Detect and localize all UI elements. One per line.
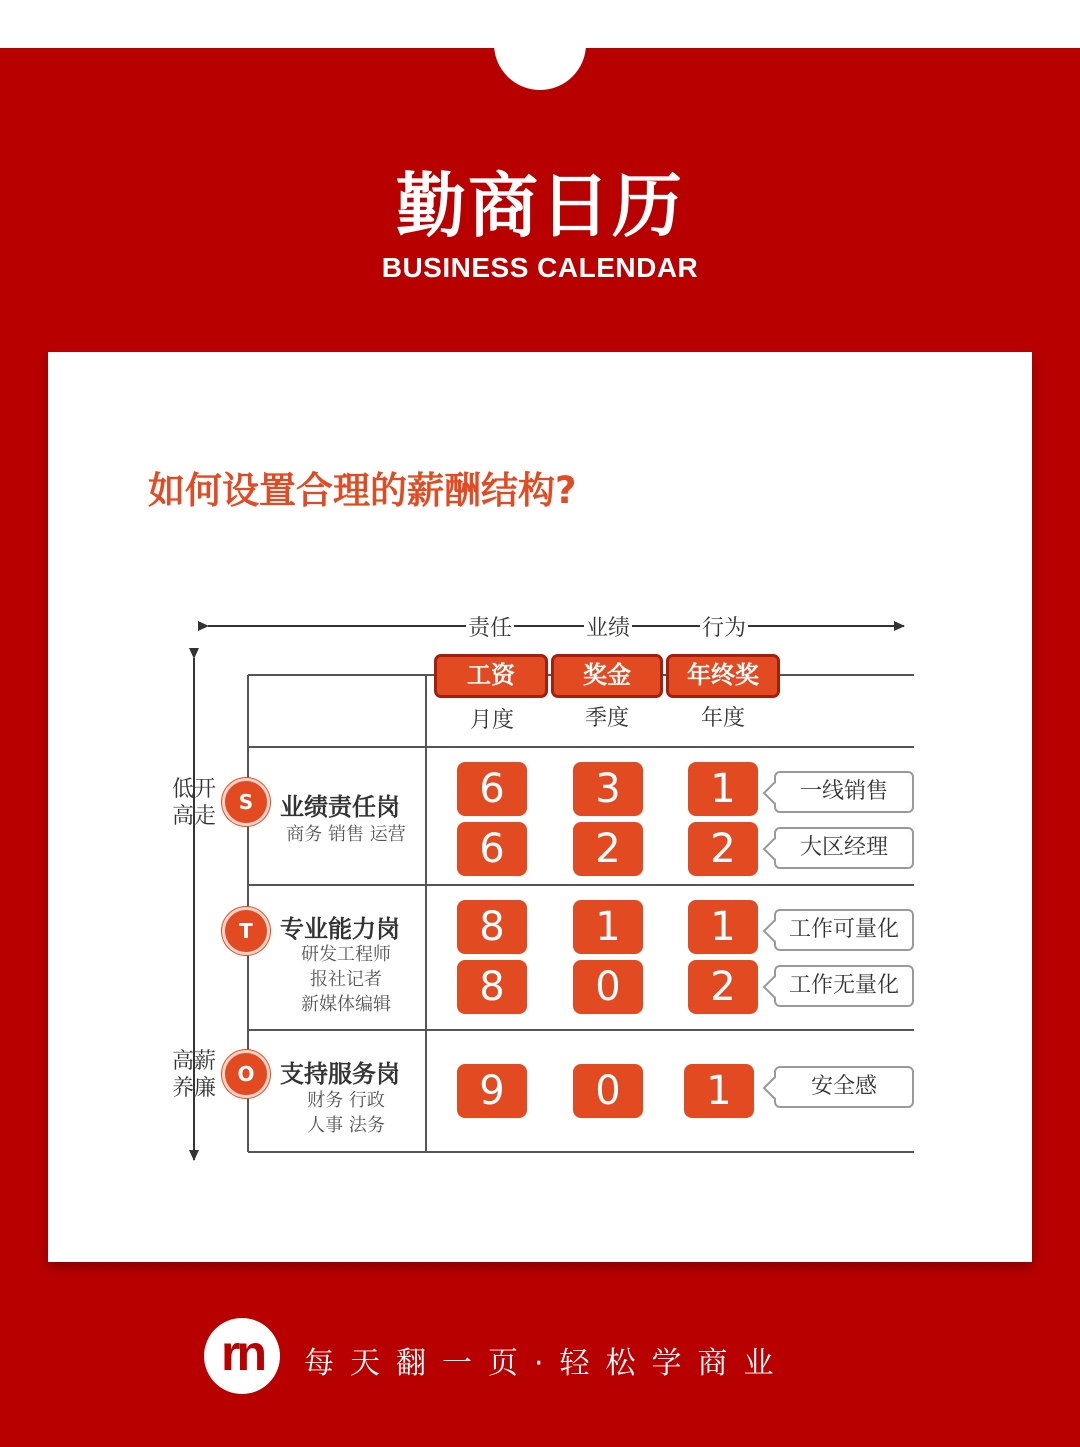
page-subtitle: BUSINESS CALENDAR (381, 252, 699, 283)
role-sub-line: 人事 法务 (307, 1115, 385, 1136)
footer-slogan: 每天翻一页·轻松学商业 (304, 1346, 790, 1381)
axis-label-behavior: 行为 (700, 611, 748, 642)
tag-security: 安全感 (774, 1066, 914, 1108)
column-period-yearly: 年度 (700, 706, 745, 731)
role-sub-line: 报社记者 (310, 969, 382, 990)
value-cell: 6 (457, 762, 527, 816)
column-header-annual-bonus: 年终奖 (666, 654, 780, 698)
side-label-line: 养廉 (171, 1076, 216, 1101)
role-title-support: 支持服务岗 (280, 1060, 400, 1088)
side-label-line: 高走 (171, 804, 216, 829)
tag-unquantifiable: 工作无量化 (774, 965, 914, 1007)
role-sub-line: 商务 销售 运营 (286, 824, 406, 845)
side-label-line: 高薪 (171, 1049, 216, 1074)
value-cell: 1 (573, 900, 643, 954)
value-cell: 1 (684, 1064, 754, 1118)
value-cell: 1 (688, 762, 758, 816)
role-title-professional: 专业能力岗 (280, 915, 400, 943)
value-cell: 2 (688, 822, 758, 876)
role-sub-line: 新媒体编辑 (301, 994, 391, 1015)
role-sub-line: 研发工程师 (301, 944, 391, 965)
page-title: 勤商日历 (396, 165, 684, 247)
value-cell: 1 (688, 900, 758, 954)
value-cell: 0 (573, 960, 643, 1014)
column-period-quarterly: 季度 (584, 706, 629, 731)
value-cell: 0 (573, 1064, 643, 1118)
role-letter-o: O (222, 1050, 270, 1098)
question-heading: 如何设置合理的薪酬结构? (148, 469, 577, 512)
column-header-salary: 工资 (434, 654, 548, 698)
value-cell: 3 (573, 762, 643, 816)
role-sub-line: 财务 行政 (307, 1090, 385, 1111)
value-cell: 8 (457, 900, 527, 954)
tag-quantifiable: 工作可量化 (774, 909, 914, 951)
axis-label-performance: 业绩 (584, 611, 632, 642)
tag-regional-manager: 大区经理 (774, 827, 914, 869)
role-title-performance: 业绩责任岗 (280, 793, 400, 821)
value-cell: 6 (457, 822, 527, 876)
value-cell: 2 (573, 822, 643, 876)
side-label-line: 低开 (171, 777, 216, 802)
brand-logo-text: rn (221, 1325, 263, 1381)
value-cell: 9 (457, 1064, 527, 1118)
axis-label-responsibility: 责任 (466, 611, 514, 642)
value-cell: 2 (688, 960, 758, 1014)
brand-logo (204, 1318, 280, 1394)
value-cell: 8 (457, 960, 527, 1014)
column-period-monthly: 月度 (469, 708, 514, 733)
column-header-bonus: 奖金 (551, 654, 663, 698)
role-letter-t: T (222, 907, 270, 955)
calendar-notch (494, 0, 586, 90)
tag-frontline-sales: 一线销售 (774, 771, 914, 813)
role-letter-s: S (222, 778, 270, 826)
